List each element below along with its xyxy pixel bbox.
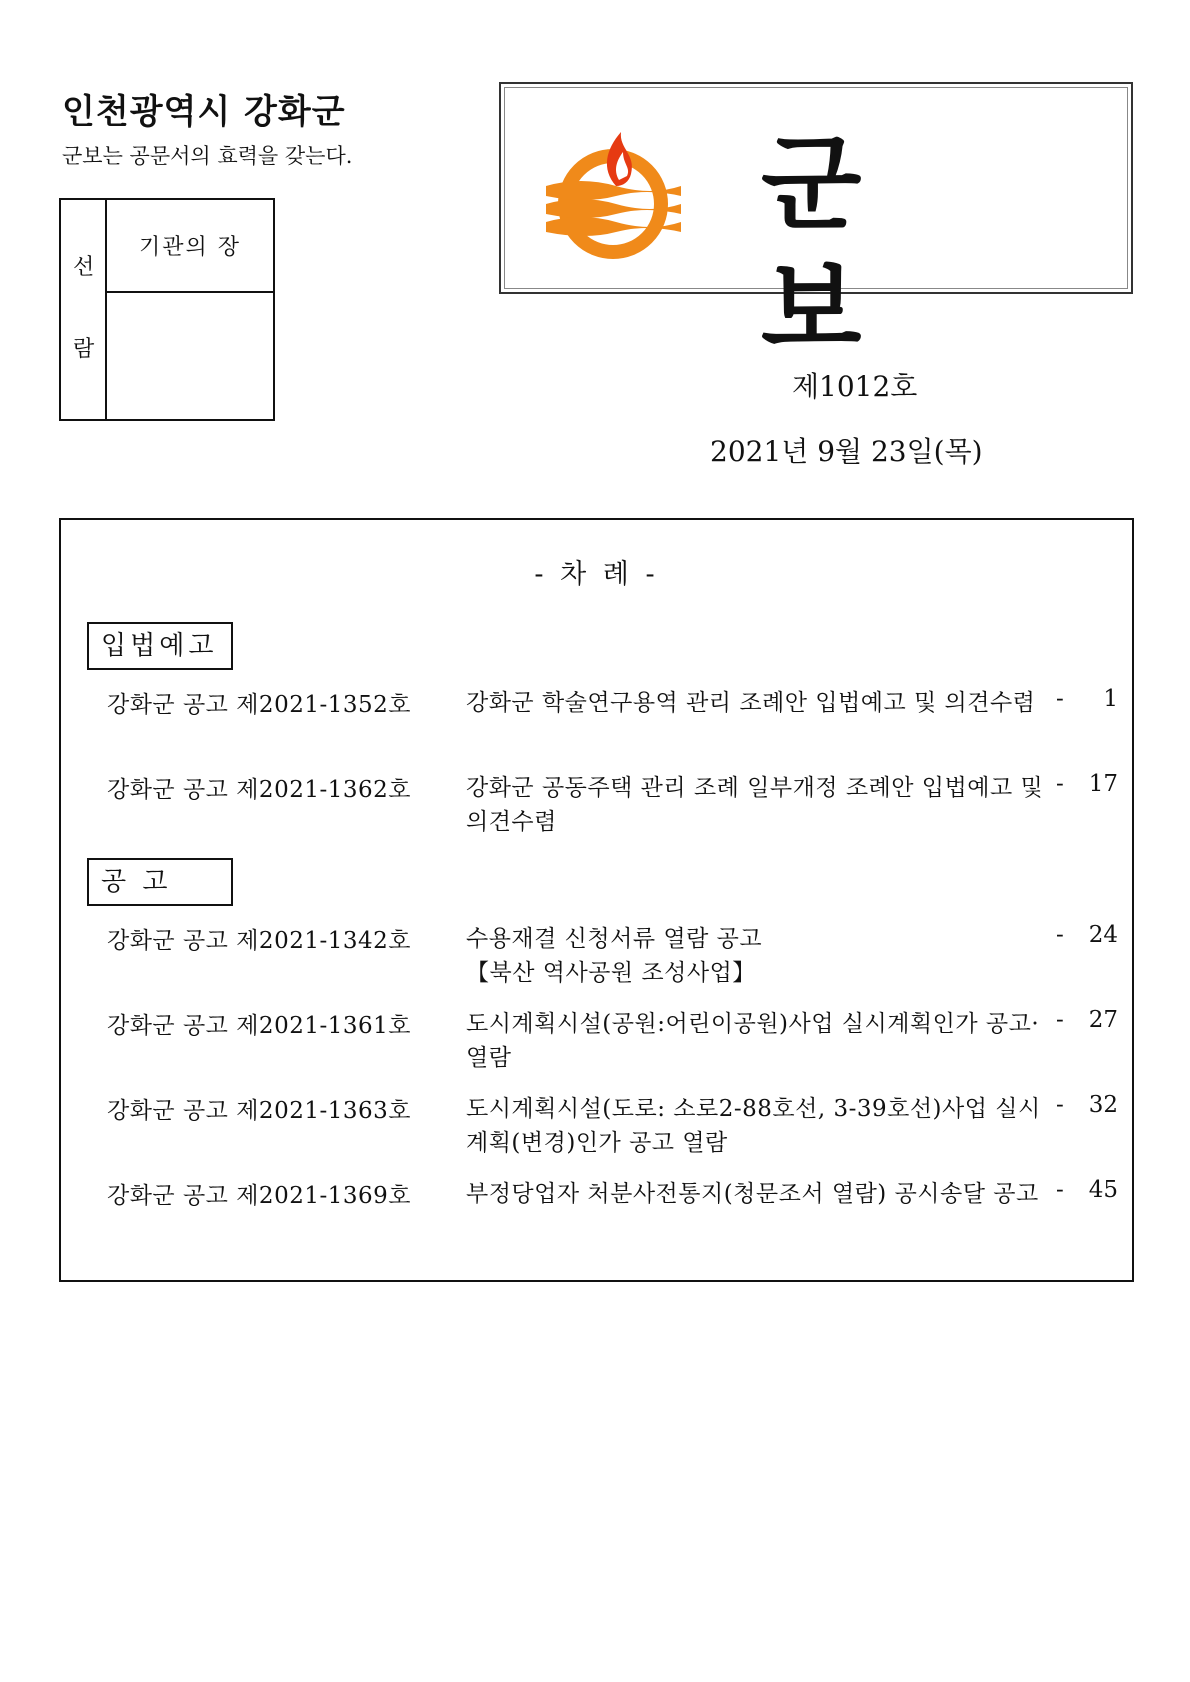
issue-date: 2021년 9월 23일(목) — [710, 435, 983, 468]
table-of-contents — [59, 518, 1134, 1282]
notice-description: 수용재결 신청서류 열람 공고 【북산 역사공원 조성사업】 — [466, 926, 763, 986]
approval-head-label: 기관의 장 — [107, 200, 273, 293]
page-number: 1 — [1103, 686, 1118, 712]
toc-entry[interactable] — [61, 1007, 1132, 1087]
approval-side-label-top: 선 — [73, 255, 95, 280]
page-dash: - — [1056, 771, 1064, 797]
page-dash: - — [1056, 1177, 1064, 1203]
page-number: 24 — [1088, 922, 1118, 948]
page-dash: - — [1056, 1007, 1064, 1033]
organization-name: 인천광역시 강화군 — [62, 92, 346, 132]
notice-description: 강화군 학술연구용역 관리 조례안 입법예고 및 의견수렴 — [466, 690, 1036, 716]
toc-title: - 차 례 - — [534, 559, 659, 590]
page-dash: - — [1056, 686, 1064, 712]
toc-entry[interactable] — [61, 1092, 1132, 1172]
toc-entry[interactable] — [61, 1177, 1132, 1257]
bulletin-title-box — [499, 82, 1133, 370]
notice-number: 강화군 공고 제2021-1369호 — [107, 1183, 411, 1209]
bulletin-title: 군 보 — [761, 123, 952, 370]
notice-number: 강화군 공고 제2021-1352호 — [107, 692, 411, 718]
notice-description: 부정당업자 처분사전통지(청문조서 열람) 공시송달 공고 — [466, 1181, 1039, 1207]
notice-number: 강화군 공고 제2021-1363호 — [107, 1098, 411, 1124]
notice-number: 강화군 공고 제2021-1361호 — [107, 1013, 411, 1039]
toc-entry[interactable] — [61, 922, 1132, 1002]
page-number: 17 — [1088, 771, 1118, 797]
page-number: 45 — [1088, 1177, 1118, 1203]
notice-number: 강화군 공고 제2021-1342호 — [107, 928, 411, 954]
legal-effect-note: 군보는 공문서의 효력을 갖는다. — [62, 144, 353, 168]
approval-side-label-bottom: 람 — [73, 337, 95, 362]
section-label-legislative-notice: 입법예고 — [87, 622, 233, 670]
notice-number: 강화군 공고 제2021-1362호 — [107, 777, 411, 803]
section-label-public-notice: 공 고 — [87, 858, 233, 906]
approval-side-column — [61, 200, 107, 419]
page-number: 27 — [1088, 1007, 1118, 1033]
toc-entry[interactable] — [61, 686, 1132, 766]
notice-description: 강화군 공동주택 관리 조례 일부개정 조례안 입법예고 및 의견수렴 — [466, 775, 1044, 835]
notice-description: 도시계획시설(공원:어린이공원)사업 실시계획인가 공고·열람 — [466, 1011, 1040, 1071]
notice-description: 도시계획시설(도로: 소로2-88호선, 3-39호선)사업 실시계획(변경)인가 공고 열람 — [466, 1096, 1041, 1156]
county-emblem-logo — [541, 124, 681, 264]
page-number: 32 — [1088, 1092, 1118, 1118]
page-dash: - — [1056, 1092, 1064, 1118]
approval-box — [59, 198, 275, 421]
page-dash: - — [1056, 922, 1064, 948]
issue-number: 제1012호 — [792, 370, 918, 403]
toc-entry[interactable] — [61, 771, 1132, 851]
